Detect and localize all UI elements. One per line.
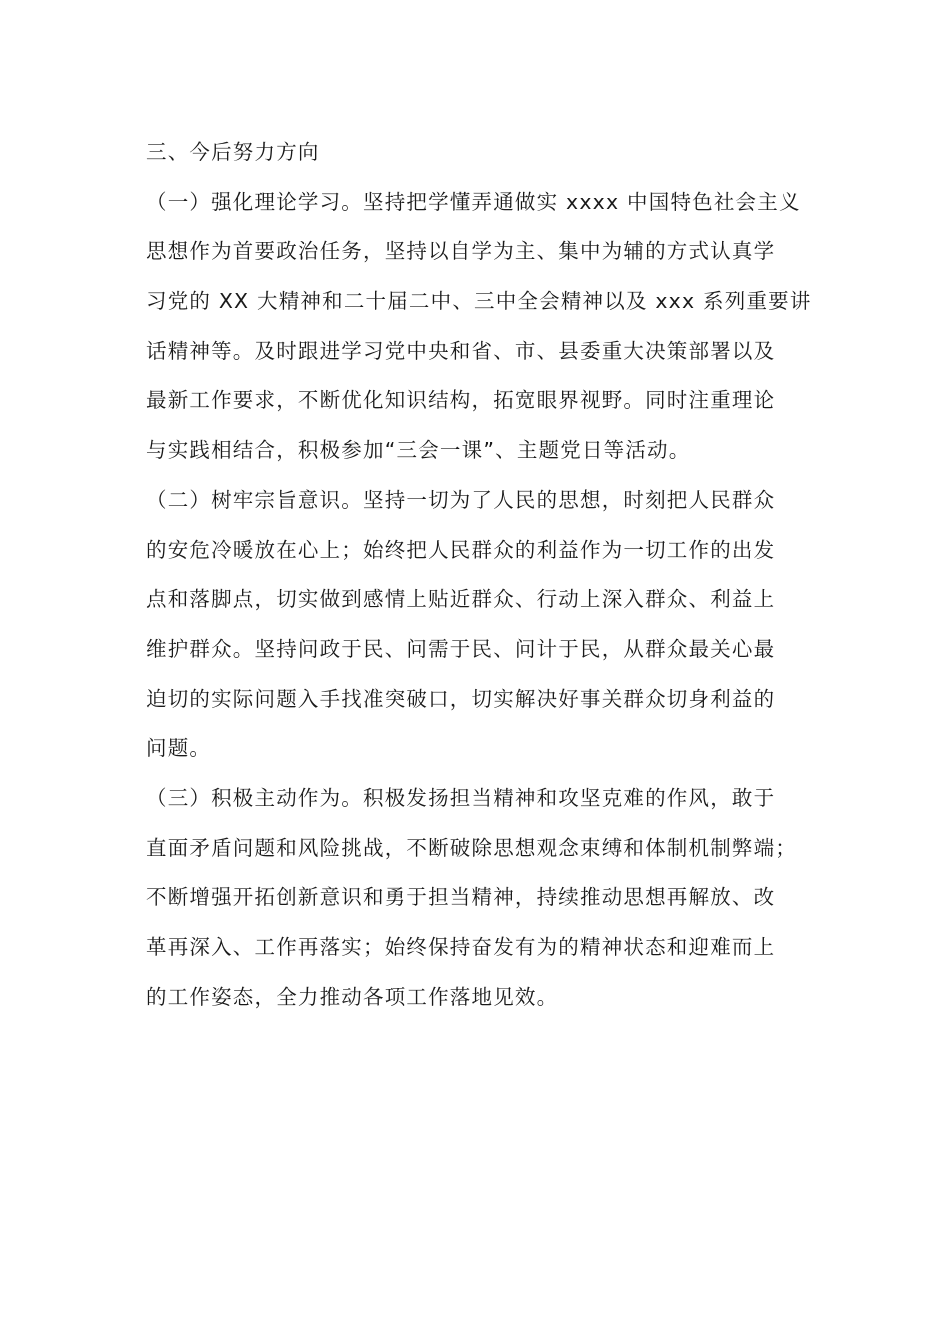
paragraph-line: 习党的 XX 大精神和二十届二中、三中全会精神以及 xxx 系列重要讲 — [146, 289, 812, 314]
paragraph-line: 的安危冷暖放在心上；始终把人民群众的利益作为一切工作的出发 — [146, 537, 776, 562]
section-heading: 三、今后努力方向 — [146, 140, 320, 164]
paragraph-line: 直面矛盾问题和风险挑战，不断破除思想观念束缚和体制机制弊端； — [146, 835, 797, 860]
paragraph-line: 与实践相结合，积极参加“三会一课”、主题党日等活动。 — [146, 438, 691, 463]
paragraph-line: （三）积极主动作为。积极发扬担当精神和攻坚克难的作风，敢于 — [146, 785, 776, 810]
paragraph-3 — [146, 774, 810, 1022]
paragraph-line: 的工作姿态，全力推动各项工作落地见效。 — [146, 984, 559, 1009]
paragraph-line: 点和落脚点，切实做到感情上贴近群众、行动上深入群众、利益上 — [146, 587, 776, 612]
paragraph-2 — [146, 476, 810, 774]
paragraph-line: 问题。 — [146, 736, 212, 761]
paragraph-line: 最新工作要求，不断优化知识结构，拓宽眼界视野。同时注重理论 — [146, 388, 776, 413]
paragraph-line: 迫切的实际问题入手找准突破口，切实解决好事关群众切身利益的 — [146, 686, 776, 711]
paragraph-line: （一）强化理论学习。坚持把学懂弄通做实 xxxx 中国特色社会主义 — [146, 189, 801, 214]
paragraph-1 — [146, 178, 810, 476]
paragraph-line: 革再深入、工作再落实；始终保持奋发有为的精神状态和迎难而上 — [146, 935, 776, 959]
paragraph-line: 话精神等。及时跟进学习党中央和省、市、县委重大决策部署以及 — [146, 338, 776, 363]
paragraph-line: 不断增强开拓创新意识和勇于担当精神，持续推动思想再解放、改 — [146, 885, 776, 910]
paragraph-line: 思想作为首要政治任务，坚持以自学为主、集中为辅的方式认真学 — [146, 239, 776, 264]
paragraph-line: 维护群众。坚持问政于民、问需于民、问计于民，从群众最关心最 — [146, 636, 776, 661]
paragraph-line: （二）树牢宗旨意识。坚持一切为了人民的思想，时刻把人民群众 — [146, 487, 776, 512]
document-body — [146, 128, 810, 1022]
